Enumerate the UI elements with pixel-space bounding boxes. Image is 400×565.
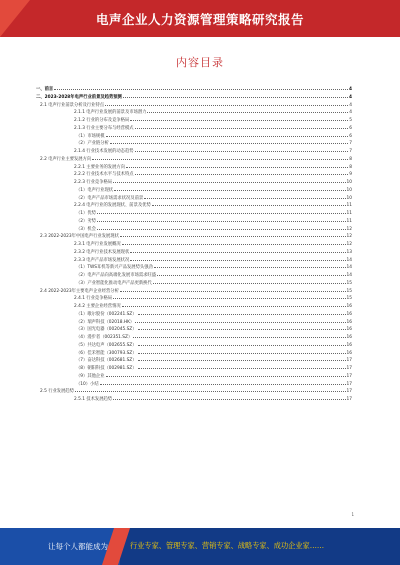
toc-entry-label: （1）TWS耳机等新兴产品发展势头强劲 — [76, 265, 153, 271]
toc-leader-dots — [97, 213, 346, 214]
toc-leader-dots — [113, 399, 345, 400]
toc-entry[interactable] — [36, 295, 352, 303]
toc-entry[interactable] — [36, 102, 352, 110]
footer-slogan-right: 行业专家、管理专家、营销专家、战略专家、成功企业家…… — [130, 541, 325, 550]
toc-leader-dots — [120, 236, 346, 237]
toc-entry-page: 8 — [349, 156, 352, 162]
toc-entry-label: （5）共达电声（002655.SZ） — [76, 342, 137, 348]
toc-leader-dots — [97, 221, 346, 222]
toc-entry[interactable] — [36, 210, 352, 218]
toc-entry[interactable] — [36, 202, 352, 210]
toc-entry-label: （6）佳禾智能（300793.SZ） — [76, 350, 137, 356]
toc-entry-page: 12 — [346, 226, 352, 232]
toc-entry-label: （2）劣势 — [76, 218, 96, 224]
toc-entry[interactable] — [36, 257, 352, 265]
toc-entry[interactable] — [36, 373, 352, 381]
toc-entry[interactable] — [36, 326, 352, 334]
toc-leader-dots — [122, 306, 346, 307]
toc-leader-dots — [152, 205, 346, 206]
toc-entry[interactable] — [36, 164, 352, 172]
toc-entry-page: 16 — [346, 311, 352, 317]
toc-entry-label: 2.3.2 电声行业技术发展现状 — [74, 249, 130, 255]
toc-entry-label: （8）朝阳科技（002981.SZ） — [76, 366, 137, 371]
toc-entry-page: 11 — [346, 218, 352, 224]
toc-entry-page: 4 — [349, 110, 352, 116]
toc-leader-dots — [126, 167, 348, 168]
toc-leader-dots — [113, 182, 345, 183]
toc-entry-label: 2.2.2 行业技术水平与技术特点 — [74, 172, 134, 178]
toc-entry-page: 16 — [346, 342, 352, 348]
toc-entry-label: 2.3 2022-2023年中国电声行业发展现状 — [40, 234, 119, 240]
toc-leader-dots — [144, 198, 345, 199]
table-of-contents — [36, 86, 352, 404]
toc-entry-page: 15 — [346, 280, 352, 286]
toc-entry-label: （7）奋达科技（002681.SZ） — [76, 358, 137, 364]
toc-leader-dots — [97, 229, 346, 230]
toc-entry[interactable] — [36, 179, 352, 187]
toc-entry[interactable] — [36, 396, 352, 404]
toc-entry-label: 2.2.1 主要业务的发展方向 — [74, 164, 125, 170]
footer-slogan-left: 让每个人都能成为 — [48, 542, 108, 551]
toc-leader-dots — [135, 128, 349, 129]
toc-entry[interactable] — [36, 357, 352, 365]
toc-entry-page: 15 — [346, 296, 352, 302]
toc-leader-dots — [130, 120, 348, 121]
toc-entry-label: （1）电声行业现状 — [76, 187, 114, 193]
toc-entry[interactable] — [36, 311, 352, 319]
toc-entry-label: 2.5.1 技术发展趋势 — [74, 397, 113, 402]
toc-entry-page: 17 — [346, 381, 352, 387]
toc-entry[interactable] — [36, 226, 352, 234]
toc-entry-label: （2）电声产品向高端化发展市场需求旺盛 — [76, 273, 157, 278]
toc-leader-dots — [113, 298, 345, 299]
toc-entry[interactable] — [36, 86, 352, 94]
toc-entry[interactable] — [36, 140, 352, 148]
toc-entry-label: 2.2 电声行业主要发展方向 — [40, 156, 92, 162]
toc-entry-label: （1）优势 — [76, 211, 96, 216]
toc-entry[interactable] — [36, 272, 352, 280]
toc-entry[interactable] — [36, 156, 352, 164]
toc-entry-page: 7 — [349, 141, 352, 147]
toc-entry[interactable] — [36, 350, 352, 358]
toc-entry-label: 2.1.1 电声行业发展的前景及市场潜力 — [74, 110, 147, 116]
toc-entry[interactable] — [36, 109, 352, 117]
toc-entry[interactable] — [36, 288, 352, 296]
toc-entry-label: 一、前言 — [36, 87, 54, 92]
toc-leader-dots — [138, 345, 346, 346]
toc-leader-dots — [157, 275, 345, 276]
toc-leader-dots — [138, 368, 346, 369]
toc-leader-dots — [130, 260, 345, 261]
toc-leader-dots — [138, 360, 346, 361]
toc-entry[interactable] — [36, 365, 352, 373]
report-header — [0, 0, 400, 37]
toc-entry-page: 17 — [346, 373, 352, 379]
toc-leader-dots — [123, 97, 348, 98]
toc-entry-label: 2.3.3 电声产品市场发展状况 — [74, 257, 130, 263]
toc-leader-dots — [135, 322, 345, 323]
toc-entry[interactable] — [36, 94, 352, 102]
toc-entry-page: 13 — [346, 249, 352, 255]
toc-entry-page: 5 — [349, 118, 352, 123]
toc-entry-page: 16 — [346, 350, 352, 356]
toc-entry-page: 12 — [346, 234, 352, 240]
toc-entry-page: 6 — [349, 125, 352, 131]
toc-leader-dots — [120, 291, 346, 292]
toc-leader-dots — [114, 190, 345, 191]
toc-entry[interactable] — [36, 342, 352, 350]
toc-leader-dots — [54, 89, 348, 90]
toc-entry[interactable] — [36, 381, 352, 389]
toc-leader-dots — [106, 376, 346, 377]
toc-entry-page: 10 — [346, 195, 352, 201]
toc-entry-page: 14 — [346, 273, 352, 278]
toc-entry-label: 2.4 2022-2023年主要电声企业经营分析 — [40, 288, 119, 294]
toc-entry[interactable] — [36, 195, 352, 203]
toc-entry[interactable] — [36, 249, 352, 257]
toc-entry-page: 9 — [349, 172, 352, 178]
toc-leader-dots — [106, 136, 349, 137]
toc-entry-label: （1）歌尔股份（002241.SZ） — [76, 311, 137, 317]
toc-leader-dots — [135, 174, 349, 175]
toc-leader-dots — [147, 112, 348, 113]
toc-leader-dots — [138, 329, 346, 330]
toc-entry[interactable] — [36, 133, 352, 141]
toc-leader-dots — [105, 105, 348, 106]
toc-entry-page: 14 — [346, 257, 352, 263]
toc-leader-dots — [138, 353, 346, 354]
page-number: 1 — [351, 512, 354, 517]
toc-entry-page: 12 — [346, 242, 352, 247]
toc-entry-label: （2）电声产品市场需求状况及前景 — [76, 195, 144, 201]
toc-entry[interactable] — [36, 148, 352, 156]
toc-entry-label: 二、2023-2028年电声行业前景及趋势预测 — [36, 94, 122, 100]
toc-leader-dots — [138, 314, 346, 315]
toc-entry[interactable] — [36, 233, 352, 241]
toc-leader-dots — [92, 159, 348, 160]
toc-leader-dots — [110, 143, 348, 144]
toc-entry-label: 2.2.4 电声行业的发展现状、前景及优势 — [74, 203, 151, 209]
toc-entry[interactable] — [36, 125, 352, 133]
toc-entry-page: 7 — [349, 149, 352, 154]
toc-entry-page: 11 — [346, 211, 352, 216]
toc-entry-label: （3）国光电器（002045.SZ） — [76, 327, 137, 333]
toc-title: 内容目录 — [176, 56, 224, 69]
toc-entry-page: 11 — [346, 203, 352, 209]
footer-banner — [0, 528, 400, 565]
toc-entry-label: （9）其他企业 — [76, 373, 105, 379]
toc-entry-label: 2.1.2 行业的分布及竞争格局 — [74, 118, 130, 123]
toc-entry-label: （2）瑞声科技（02018.HK） — [76, 319, 135, 325]
toc-entry-label: （1）市场规模 — [76, 133, 105, 139]
toc-entry[interactable] — [36, 303, 352, 311]
toc-entry-page: 16 — [346, 319, 352, 325]
toc-entry[interactable] — [36, 218, 352, 226]
toc-entry[interactable] — [36, 187, 352, 195]
toc-entry-page: 6 — [349, 133, 352, 139]
toc-entry-page: 16 — [346, 327, 352, 333]
toc-entry-label: （2）产业链分析 — [76, 141, 109, 147]
toc-leader-dots — [130, 252, 345, 253]
toc-leader-dots — [133, 337, 345, 338]
toc-entry-page: 17 — [346, 366, 352, 371]
toc-entry-page: 15 — [346, 288, 352, 294]
toc-leader-dots — [75, 391, 346, 392]
report-title: 电声企业人力资源管理策略研究报告 — [95, 12, 304, 27]
toc-entry-label: 2.1.4 行业技术发展的动态趋势 — [74, 149, 134, 154]
toc-entry-page: 16 — [346, 304, 352, 309]
toc-entry[interactable] — [36, 171, 352, 179]
toc-leader-dots — [135, 151, 349, 152]
toc-entry-page: 17 — [346, 389, 352, 395]
toc-entry-page: 14 — [346, 265, 352, 271]
toc-leader-dots — [122, 244, 346, 245]
toc-entry-label: 2.1 电声行业前景分析及行业特点 — [40, 102, 105, 108]
toc-leader-dots — [154, 267, 346, 268]
toc-entry-page: 10 — [346, 180, 352, 185]
toc-entry-page: 4 — [349, 94, 352, 100]
toc-entry-label: 2.2.3 行业竞争格局 — [74, 180, 113, 185]
toc-entry[interactable] — [36, 319, 352, 327]
toc-entry-label: （3）机会 — [76, 226, 96, 232]
toc-entry[interactable] — [36, 117, 352, 125]
toc-entry-label: 2.4.1 行业竞争格局 — [74, 296, 113, 302]
toc-entry-page: 16 — [346, 335, 352, 340]
toc-entry-label: 2.4.2 主要企业经营情况 — [74, 304, 121, 309]
toc-entry[interactable] — [36, 241, 352, 249]
toc-entry-label: （10）小结 — [76, 381, 99, 387]
toc-entry-label: 2.3.1 电声行业发展概况 — [74, 242, 121, 247]
toc-entry-page: 8 — [349, 164, 352, 170]
toc-entry[interactable] — [36, 334, 352, 342]
toc-leader-dots — [153, 283, 346, 284]
toc-entry-page: 10 — [346, 187, 352, 193]
toc-entry[interactable] — [36, 280, 352, 288]
toc-entry-page: 4 — [349, 87, 352, 92]
toc-entry-label: （4）漫步者（002351.SZ） — [76, 335, 133, 340]
toc-entry-page: 4 — [349, 102, 352, 108]
toc-entry-page: 17 — [346, 358, 352, 364]
toc-entry-label: 2.1.3 行业主要分布与经营模式 — [74, 125, 134, 131]
toc-entry-label: （3）产业智能化推动电声产品更新换代 — [76, 280, 152, 286]
toc-entry-label: 2.5 行业发展趋势 — [40, 389, 74, 395]
toc-entry[interactable] — [36, 388, 352, 396]
toc-entry-page: 17 — [346, 397, 352, 402]
toc-leader-dots — [100, 384, 346, 385]
toc-entry[interactable] — [36, 264, 352, 272]
